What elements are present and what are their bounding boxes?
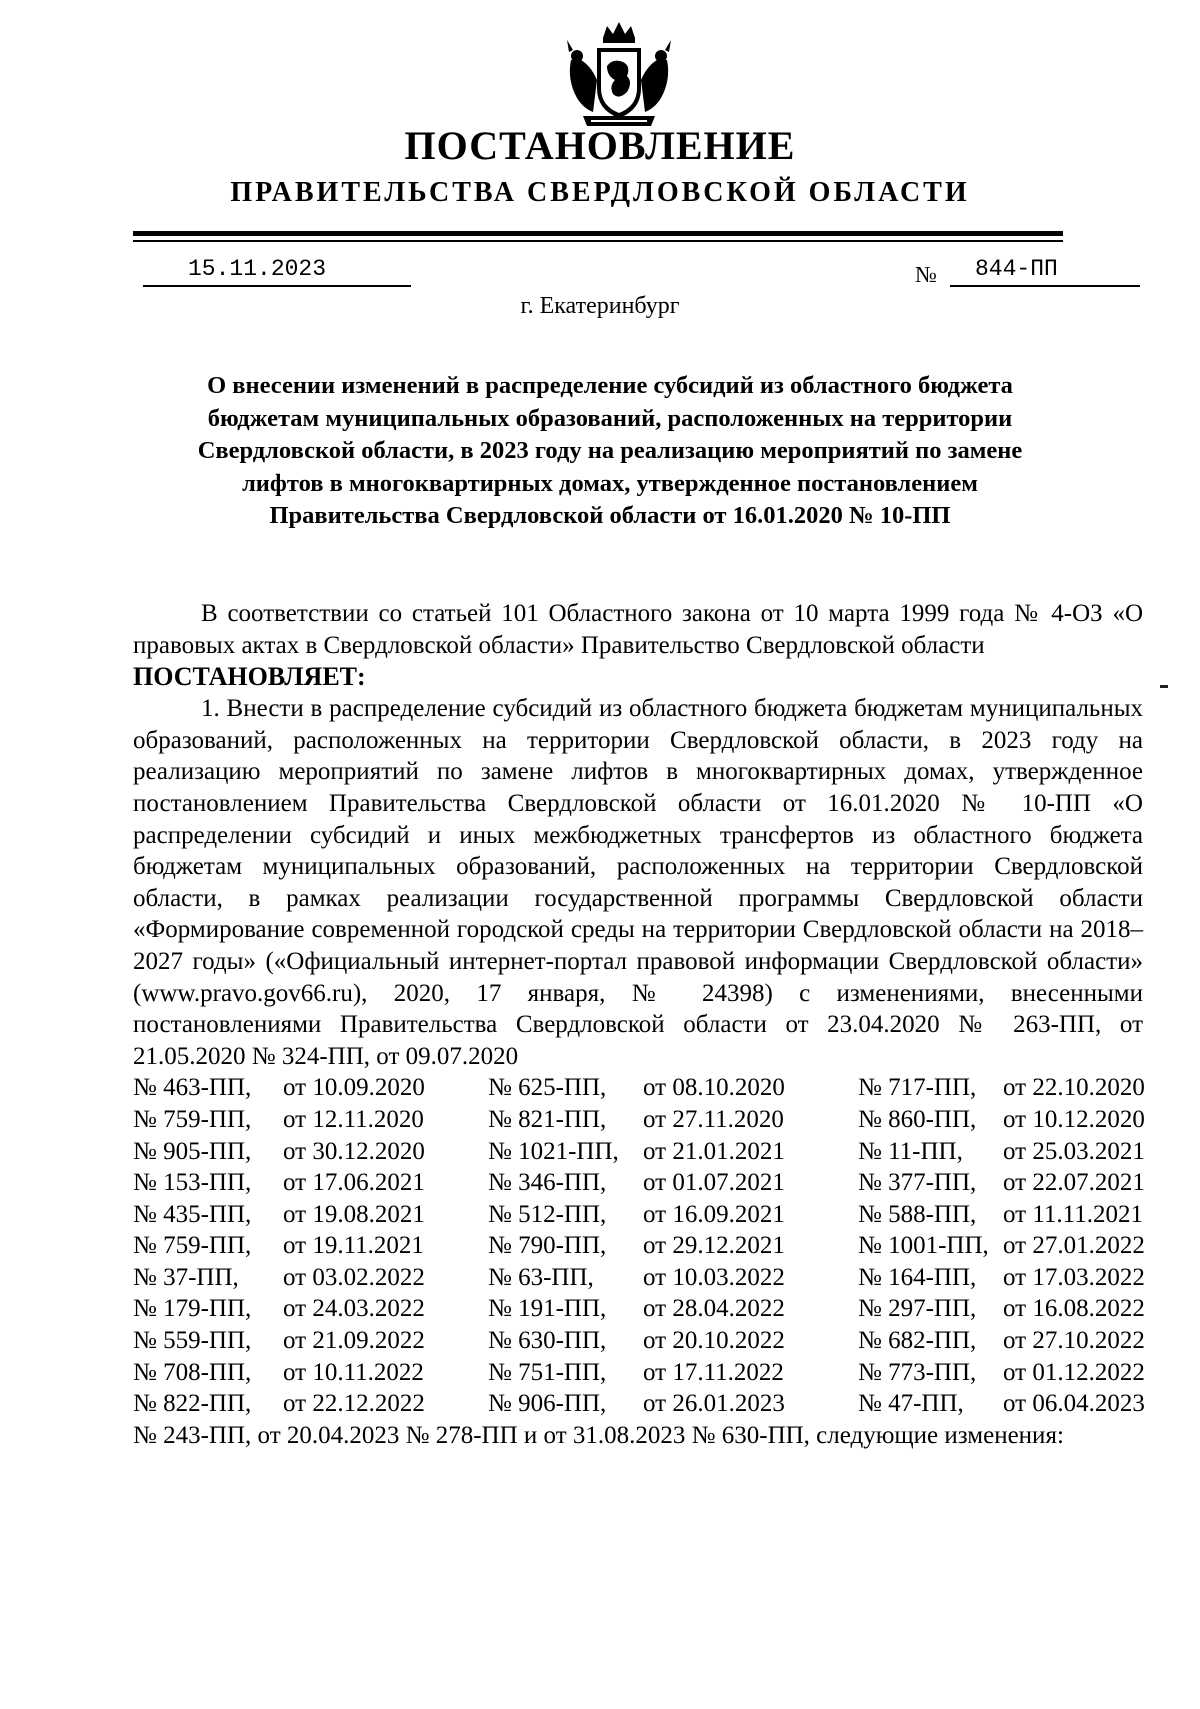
amendment-cell: от 06.04.2023	[1003, 1390, 1145, 1418]
document-body	[133, 598, 1143, 1451]
amendment-cell: от 27.10.2022	[1003, 1327, 1145, 1355]
amendment-cell: № 717-ПП,	[858, 1074, 977, 1102]
heading-line: Свердловской области, в 2023 году на реализацию мероприятий по замене	[197, 437, 1023, 464]
amendment-cell: № 860-ПП,	[858, 1105, 977, 1133]
amendment-cell: от 27.11.2020	[643, 1105, 784, 1133]
document-city: г. Екатеринбург	[520, 293, 680, 319]
amendment-cell: от 19.11.2021	[283, 1232, 424, 1260]
amendment-cell: № 708-ПП,	[133, 1358, 252, 1386]
amendment-cell: № 625-ПП,	[488, 1074, 607, 1102]
amendment-cell: № 512-ПП,	[488, 1200, 607, 1228]
amendment-cell: от 10.11.2022	[283, 1358, 424, 1386]
amendment-cell: от 19.08.2021	[283, 1200, 425, 1228]
amendment-cell: № 1001-ПП,	[858, 1232, 989, 1260]
amendment-cell: от 10.12.2020	[1003, 1105, 1145, 1133]
amendment-cell: № 822-ПП,	[133, 1390, 252, 1418]
decision-word: ПОСТАНОВЛЯЕТ:	[133, 662, 366, 692]
amendment-cell: от 17.11.2022	[643, 1358, 784, 1386]
document-date: 15.11.2023	[143, 255, 411, 287]
number-label: №	[915, 262, 937, 287]
amendment-cell: № 906-ПП,	[488, 1390, 607, 1418]
amendment-cell: от 22.12.2022	[283, 1390, 425, 1418]
amendment-cell: от 16.08.2022	[1003, 1295, 1145, 1323]
amendment-cell: от 29.12.2021	[643, 1232, 785, 1260]
amendment-cell: № 759-ПП,	[133, 1232, 252, 1260]
amendment-cell: от 24.03.2022	[283, 1295, 425, 1323]
amendment-cell: от 28.04.2022	[643, 1295, 785, 1323]
amendment-cell: № 11-ПП,	[858, 1137, 963, 1165]
amendment-cell: от 26.01.2023	[643, 1390, 785, 1418]
amendment-cell: от 30.12.2020	[283, 1137, 425, 1165]
amendment-cell: № 153-ПП,	[133, 1169, 252, 1197]
amendment-cell: № 63-ПП,	[488, 1263, 594, 1291]
amendment-cell: № 821-ПП,	[488, 1105, 607, 1133]
amendment-cell: № 37-ПП,	[133, 1263, 239, 1291]
amendment-cell: от 12.11.2020	[283, 1105, 424, 1133]
closing-paragraph: № 243-ПП, от 20.04.2023 № 278-ПП и от 31.08.2023 № 630-ПП, следующие изменения:	[133, 1421, 1064, 1449]
amendment-cell: от 01.12.2022	[1003, 1358, 1145, 1386]
heading-line: лифтов в многоквартирных домах, утвержденное постановлением	[242, 469, 978, 497]
amendment-cell: № 751-ПП,	[488, 1358, 607, 1386]
amendment-cell: от 10.03.2022	[643, 1263, 785, 1291]
heading-line: бюджетам муниципальных образований, расположенных на территории	[207, 404, 1013, 432]
scan-speck	[1160, 685, 1168, 688]
amendment-cell: от 03.02.2022	[283, 1263, 425, 1291]
amendment-cell: № 773-ПП,	[858, 1358, 977, 1386]
amendment-cell: от 08.10.2020	[643, 1074, 785, 1102]
amendment-cell: № 588-ПП,	[858, 1200, 977, 1228]
coat-of-arms-icon	[563, 20, 675, 130]
amendment-cell: № 630-ПП,	[488, 1327, 607, 1355]
document-number: 844-ПП	[950, 255, 1140, 287]
amendment-cell: № 191-ПП,	[488, 1295, 607, 1323]
heading-line: О внесении изменений в распределение субсидий из областного бюджета	[207, 372, 1013, 399]
amendment-cell: № 559-ПП,	[133, 1327, 252, 1355]
document-issuer: ПРАВИТЕЛЬСТВА СВЕРДЛОВСКОЙ ОБЛАСТИ	[230, 177, 970, 208]
header-rule-thin	[133, 240, 1063, 242]
item-1-paragraph: 1. Внести в распределение субсидий из областного бюджета бюджетам муниципальных образований, расположенных на территории Свердловской области, в 2023 году на реализацию мероприятий по замене лифтов в многоквартирных домах, утвержденное постановлением Правительства Свердловской области от 16.01.2020 № 10-ПП «О распределении субсидий и иных межбюджетных трансфертов из областного бюджета бюджетам муниципальных образований, расположенных на территории Свердловской области, в рамках реализации государственной программы Свердловской области «Формирование современной городской среды на территории Свердловской области на 2018–2027 годы» («Официальный интернет-портал правовой информации Свердловской области» (www.pravo.gov66.ru), 2020, 17 января, № 24398) с изменениями, внесенными постановлениями Правительства Свердловской области от 23.04.2020 № 263-ПП, от 21.05.2020 № 324-ПП, от 09.07.2020	[133, 695, 1143, 1070]
header-rule-thick	[133, 231, 1063, 236]
amendment-cell: № 905-ПП,	[133, 1137, 252, 1165]
preamble-paragraph: В соответствии со статьей 101 Областного закона от 10 марта 1999 года № 4-ОЗ «О правовых актах в Свердловской области» Правительство Свердловской области	[133, 600, 1143, 659]
document-heading	[140, 370, 1080, 533]
amendment-cell: от 11.11.2021	[1003, 1200, 1143, 1228]
amendment-cell: № 682-ПП,	[858, 1327, 977, 1355]
amendment-cell: № 377-ПП,	[858, 1169, 977, 1197]
amendment-cell: от 22.07.2021	[1003, 1169, 1145, 1197]
amendment-cell: от 21.01.2021	[643, 1137, 785, 1165]
amendment-cell: от 17.03.2022	[1003, 1263, 1145, 1291]
amendment-cell: от 27.01.2022	[1003, 1232, 1145, 1260]
heading-line: Правительства Свердловской области от 16.01.2020 № 10-ПП	[269, 502, 951, 529]
amendment-cell: № 759-ПП,	[133, 1105, 252, 1133]
amendment-cell: от 01.07.2021	[643, 1169, 785, 1197]
amendment-cell: № 463-ПП,	[133, 1074, 252, 1102]
amendment-cell: № 47-ПП,	[858, 1390, 964, 1418]
amendment-cell: от 16.09.2021	[643, 1200, 785, 1228]
amendments-list	[133, 1072, 1143, 1420]
amendment-cell: от 10.09.2020	[283, 1074, 425, 1102]
amendment-cell: № 164-ПП,	[858, 1263, 977, 1291]
amendment-cell: № 297-ПП,	[858, 1295, 977, 1323]
amendment-cell: № 346-ПП,	[488, 1169, 607, 1197]
amendment-cell: от 22.10.2020	[1003, 1074, 1145, 1102]
amendment-cell: № 790-ПП,	[488, 1232, 607, 1260]
amendment-cell: от 21.09.2022	[283, 1327, 425, 1355]
amendment-cell: от 17.06.2021	[283, 1169, 425, 1197]
amendment-cell: № 179-ПП,	[133, 1295, 252, 1323]
amendment-cell: от 25.03.2021	[1003, 1137, 1145, 1165]
amendment-cell: № 1021-ПП,	[488, 1137, 619, 1165]
document-title: ПОСТАНОВЛЕНИЕ	[404, 123, 796, 168]
amendment-cell: № 435-ПП,	[133, 1200, 252, 1228]
amendment-cell: от 20.10.2022	[643, 1327, 785, 1355]
